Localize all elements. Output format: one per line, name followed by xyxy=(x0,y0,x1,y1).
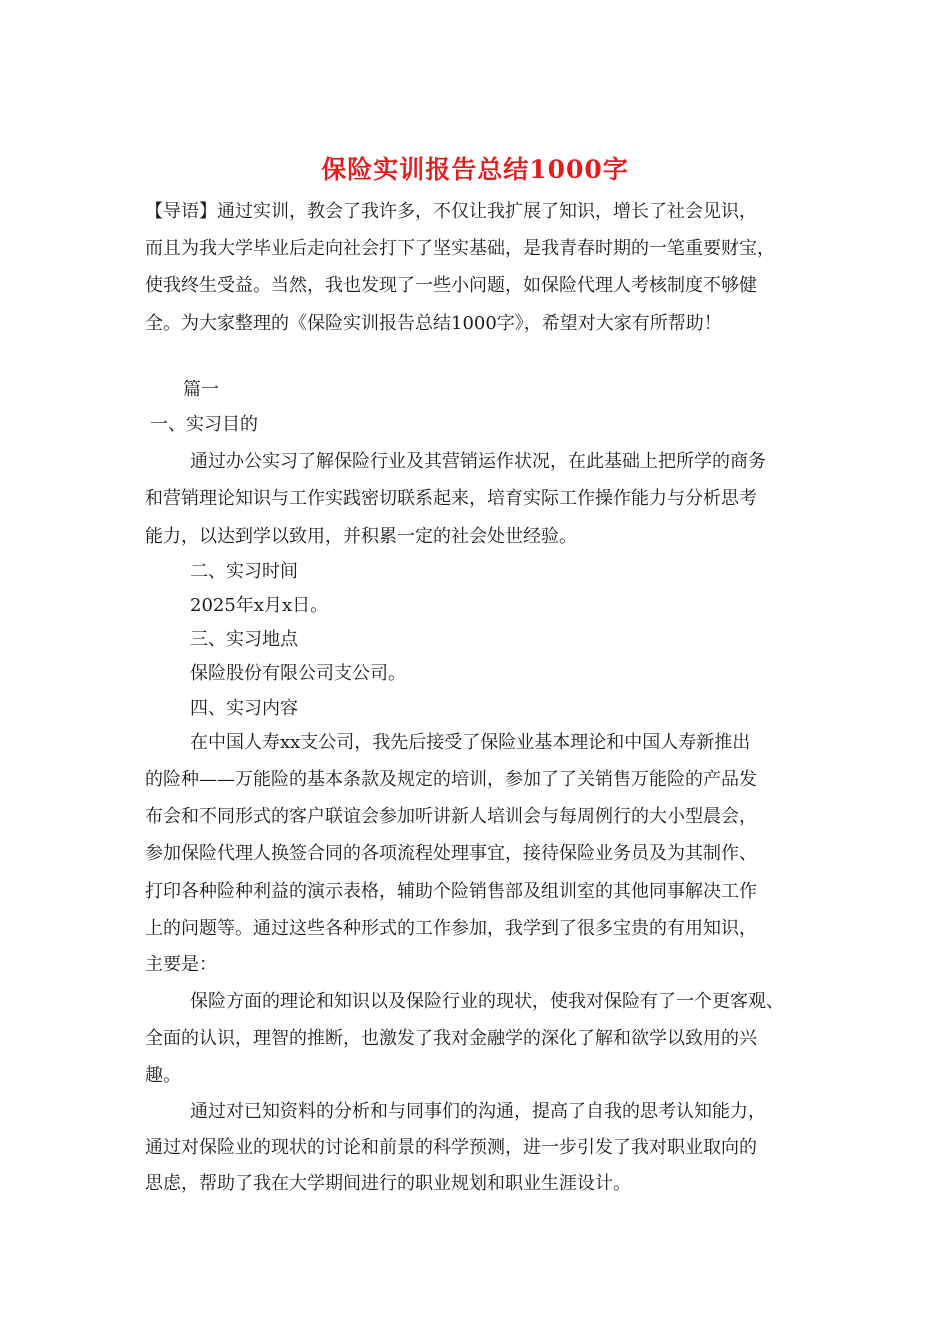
intro-line: 【导语】通过实训，教会了我许多，不仅让我扩展了知识，增长了社会见识， xyxy=(145,201,757,222)
intro-line: 全。为大家整理的《保险实训报告总结1000字》，希望对大家有所帮助！ xyxy=(145,313,722,334)
chapter-heading: 篇一 xyxy=(183,379,219,400)
section-heading-content: 四、实习内容 xyxy=(190,698,298,719)
body-line: 全面的认识，理智的推断，也激发了我对金融学的深化了解和欲学以致用的兴 xyxy=(145,1028,757,1049)
body-line: 通过办公实习了解保险行业及其营销运作状况，在此基础上把所学的商务 xyxy=(190,451,766,472)
body-line: 的险种——万能险的基本条款及规定的培训，参加了了关销售万能险的产品发 xyxy=(145,769,757,790)
intro-line: 而且为我大学毕业后走向社会打下了坚实基础，是我青春时期的一笔重要财宝， xyxy=(145,238,775,259)
body-line: 能力，以达到学以致用，并积累一定的社会处世经验。 xyxy=(145,526,577,547)
section-heading-location: 三、实习地点 xyxy=(190,629,298,650)
body-line: 趣。 xyxy=(145,1065,181,1086)
section-heading-purpose: 一、实习目的 xyxy=(150,414,258,435)
document-title: 保险实训报告总结1000字 xyxy=(321,155,629,184)
section-body-location: 保险股份有限公司支公司。 xyxy=(190,663,406,684)
section-heading-time: 二、实习时间 xyxy=(190,561,298,582)
body-line: 和营销理论知识与工作实践密切联系起来，培育实际工作操作能力与分析思考 xyxy=(145,488,757,509)
section-body-time: 2025年x月x日。 xyxy=(190,595,329,616)
body-line: 打印各种险种利益的演示表格，辅助个险销售部及组训室的其他同事解决工作 xyxy=(145,881,757,902)
body-line: 在中国人寿xx支公司，我先后接受了保险业基本理论和中国人寿新推出 xyxy=(190,732,751,753)
body-line: 保险方面的理论和知识以及保险行业的现状，使我对保险有了一个更客观、 xyxy=(190,991,784,1012)
body-line: 思虑，帮助了我在大学期间进行的职业规划和职业生涯设计。 xyxy=(145,1173,631,1194)
body-line: 上的问题等。通过这些各种形式的工作参加，我学到了很多宝贵的有用知识， xyxy=(145,918,757,939)
intro-line: 使我终生受益。当然，我也发现了一些小问题，如保险代理人考核制度不够健 xyxy=(145,275,757,296)
body-line: 参加保险代理人换签合同的各项流程处理事宜，接待保险业务员及为其制作、 xyxy=(145,843,757,864)
body-line: 主要是： xyxy=(145,954,217,975)
body-line: 通过对保险业的现状的讨论和前景的科学预测，进一步引发了我对职业取向的 xyxy=(145,1137,757,1158)
body-line: 通过对已知资料的分析和与同事们的沟通，提高了自我的思考认知能力， xyxy=(190,1101,766,1122)
body-line: 布会和不同形式的客户联谊会参加听讲新人培训会与每周例行的大小型晨会， xyxy=(145,806,757,827)
